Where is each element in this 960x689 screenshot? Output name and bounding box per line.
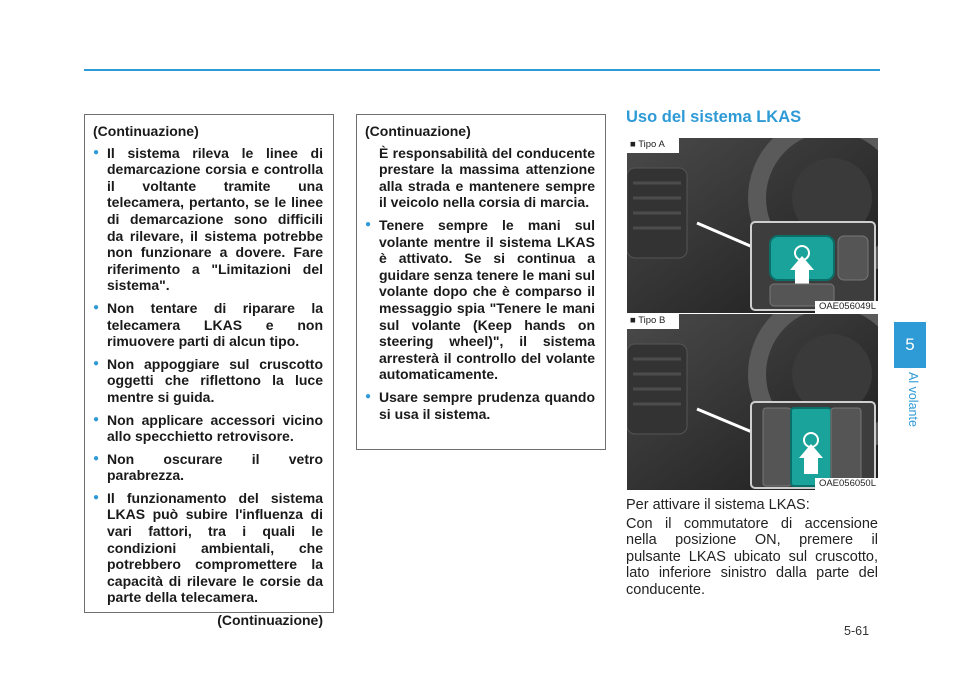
bullet-item: ● Non appoggiare sul cruscotto oggetti che riflettono la luce mentre si guida. bbox=[93, 356, 323, 406]
dashboard-illustration bbox=[627, 138, 878, 313]
chapter-tab: 5 bbox=[894, 322, 926, 368]
bullet-item: ● Non oscurare il vetro parabrezza. bbox=[93, 451, 323, 484]
figure-type-label: ■ Tipo B bbox=[627, 314, 679, 329]
bullet-item: ● Non tentare di riparare la telecamera LKAS e non rimuovere parti di alcun tipo. bbox=[93, 300, 323, 350]
warning-box-1 bbox=[84, 114, 334, 629]
body-paragraph: Con il commutatore di accensione nella posizione ON, premere il pulsante LKAS ubicato sul cruscotto, lato inferiore sinistro dalla parte del conducente. bbox=[626, 516, 878, 598]
figure-code: OAE056049L bbox=[815, 301, 878, 313]
bullet-item: ● Tenere sempre le mani sul volante mentre il sistema LKAS è attivato. Se si continua a guidare senza tenere le mani sul volante dopo che è comparso il messaggio spia "Tenere le mani sul volante (Keep hands on steering wheel)", il sistema arresterà il controllo del volante automaticamente. bbox=[365, 217, 595, 383]
bullet-item: ● Non applicare accessori vicino allo specchietto retrovisore. bbox=[93, 412, 323, 445]
bullet-item: ● Il sistema rileva le linee di demarcazione corsia e controlla il voltante tramite una telecamera, pertanto, se le linee di demarcazione sono difficili da rilevare, il sistema potrebbe non funzionare a dovere. Fare riferimento a "Limitazioni del sistema". bbox=[93, 145, 323, 294]
figure-code: OAE056050L bbox=[815, 478, 878, 490]
bullet-item: ● Usare sempre prudenza quando si usa il sistema. bbox=[365, 389, 595, 422]
chapter-label: Al volante bbox=[906, 372, 920, 427]
warning-box-2 bbox=[356, 114, 606, 450]
page-number: 5-61 bbox=[844, 624, 870, 638]
lead-paragraph: È responsabilità del conducente prestare la massima attenzione alla strada e mantenere sempre il veicolo nella corsia di marcia. bbox=[379, 144, 595, 211]
section-title: Uso del sistema LKAS bbox=[626, 108, 802, 126]
dashboard-illustration bbox=[627, 314, 878, 490]
header-rule bbox=[84, 69, 880, 71]
figure-type-a bbox=[627, 138, 878, 313]
bullet-item: ● Il funzionamento del sistema LKAS può subire l'influenza di vari fattori, tra i quali le condizioni ambientali, che potrebbero compromettere la capacità di rilevare le corsie da parte della telecamera. bbox=[93, 490, 323, 606]
body-paragraph: Per attivare il sistema LKAS: bbox=[626, 497, 810, 513]
continued-label: (Continuazione) bbox=[217, 612, 323, 629]
figure-type-label: ■ Tipo A bbox=[627, 138, 679, 153]
figure-type-b bbox=[627, 314, 878, 490]
continued-label: (Continuazione) bbox=[93, 123, 199, 139]
continued-label: (Continuazione) bbox=[365, 123, 471, 139]
